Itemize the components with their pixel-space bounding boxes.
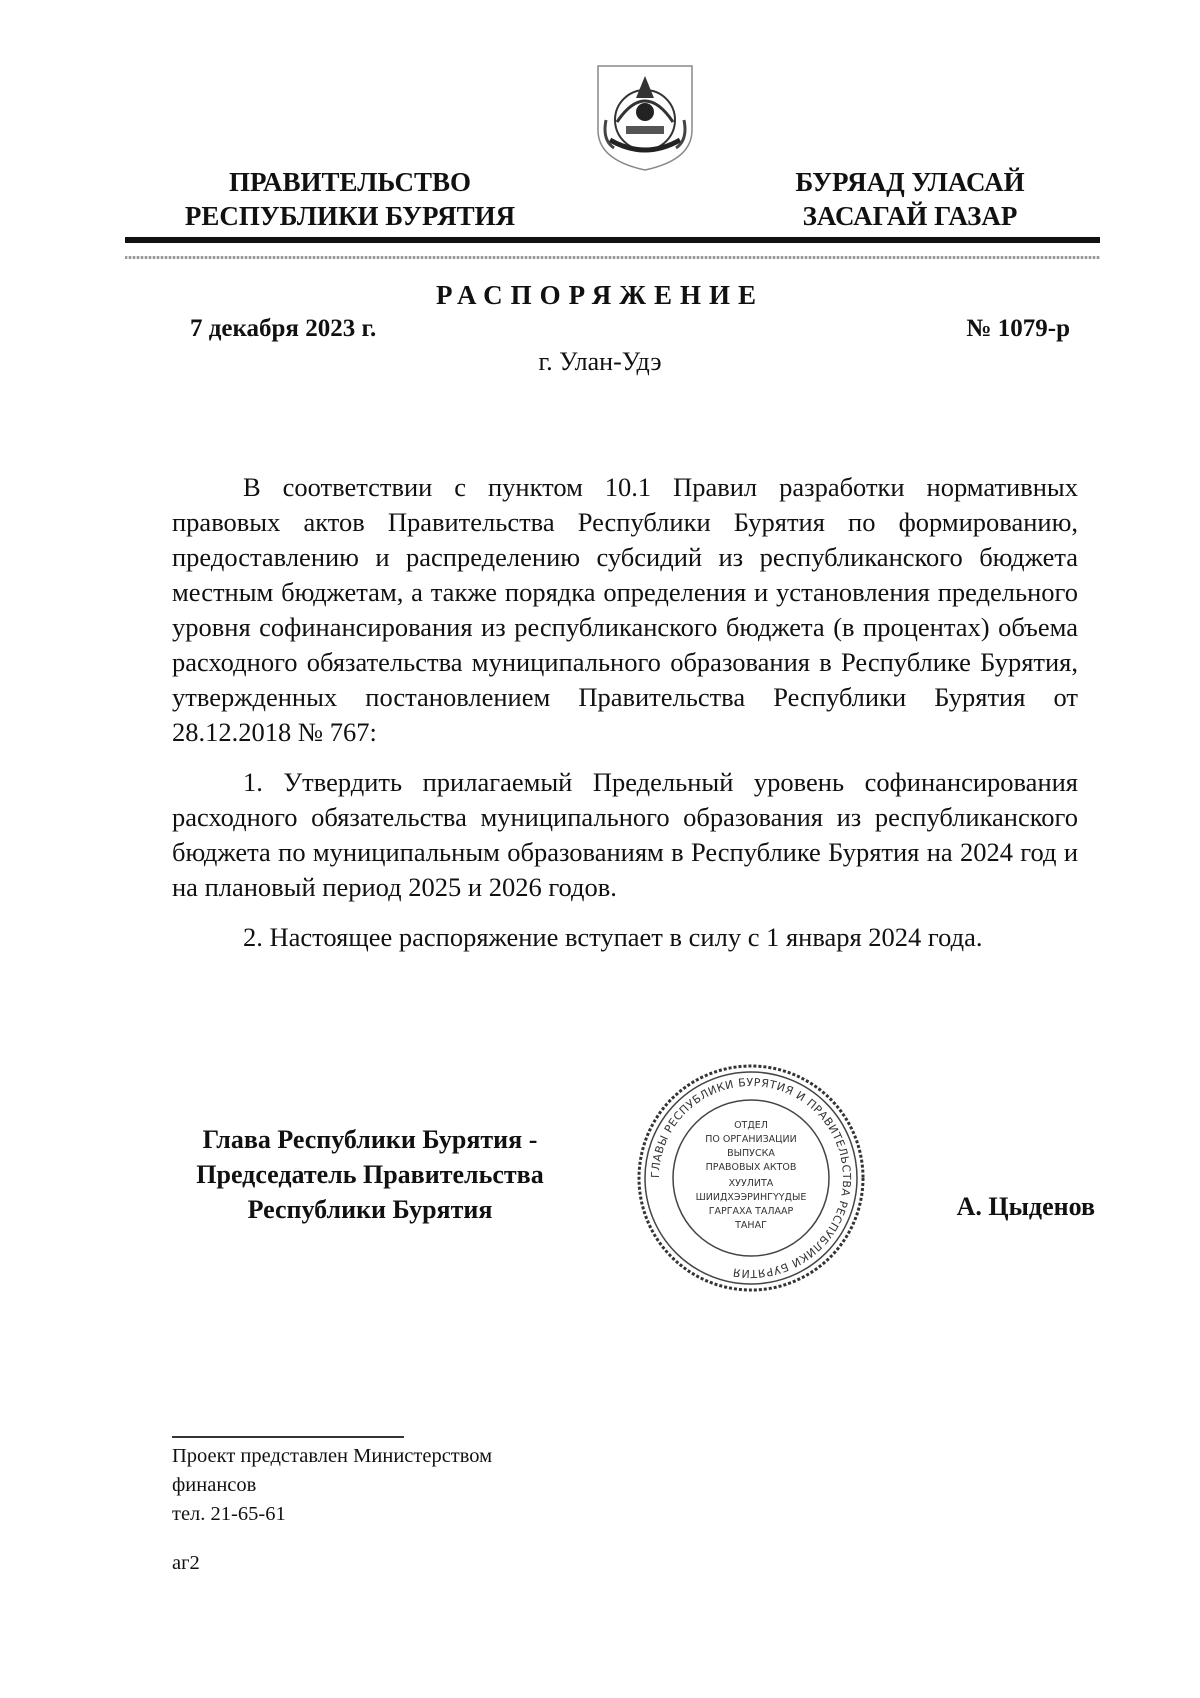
- header-left: [160, 165, 540, 233]
- item-1-paragraph: 1. Утвердить прилагаемый Предельный уровень софинансирования расходного обязательства муниципального образования из республиканского бюджета по муниципальным образованиям в Республике Бурятия на 2024 год и на плановый период 2025 и 2026 годов.: [172, 767, 1078, 902]
- signatory-title-line1: Глава Республики Бурятия -: [202, 1125, 538, 1154]
- stamp-inner-line-8: ТАНАГ: [735, 1220, 767, 1231]
- item-2-paragraph: 2. Настоящее распоряжение вступает в силу с 1 января 2024 года.: [243, 922, 983, 952]
- stamp-inner-line-6: ШИИДХЭЭРИНГҮҮДЫЕ: [695, 1192, 807, 1203]
- footer-line3: тел. 21-65-61: [172, 1503, 286, 1525]
- footer-code: аг2: [172, 1552, 200, 1574]
- stamp-inner-line-1: ОТДЕЛ: [734, 1120, 768, 1131]
- signatory-title-line3: Республики Бурятия: [247, 1195, 493, 1224]
- header-left-line1: ПРАВИТЕЛЬСТВО: [228, 167, 472, 197]
- header-divider-thick: [125, 237, 1100, 243]
- stamp-inner-line-3: ВЫПУСКА: [727, 1148, 775, 1159]
- document-number: № 1079-р: [966, 315, 1070, 342]
- document-date: 7 декабря 2023 г.: [190, 315, 377, 342]
- header-left-line2: РЕСПУБЛИКИ БУРЯТИЯ: [184, 201, 516, 231]
- document-city: г. Улан-Удэ: [538, 347, 662, 376]
- document-type: РАСПОРЯЖЕНИЕ: [435, 280, 765, 310]
- footer-divider: [172, 1436, 404, 1438]
- coat-of-arms-icon: [592, 60, 698, 172]
- stamp-inner-line-7: ГАРГАХА ТАЛААР: [708, 1206, 794, 1217]
- footer-note: [172, 1442, 672, 1529]
- signatory-title-line2: Председатель Правительства: [196, 1160, 544, 1189]
- stamp-inner-line-4: ПРАВОВЫХ АКТОВ: [705, 1162, 797, 1173]
- stamp-inner-line-2: ПО ОРГАНИЗАЦИИ: [705, 1134, 797, 1145]
- footer-line2: финансов: [172, 1474, 257, 1496]
- stamp-inner-line-5: ХУУЛИТА: [728, 1178, 774, 1189]
- signatory-name: А. Цыденов: [956, 1192, 1095, 1221]
- official-stamp: [635, 1062, 867, 1294]
- header-divider-thin: [125, 256, 1100, 259]
- preamble-paragraph: В соответствии с пунктом 10.1 Правил разработки нормативных правовых актов Правительства Республики Бурятия по формированию, предоставлению и распределению субсидий из республиканского бюджета местным бюджетам, а также порядка определения и установления предельного уровня софинансирования из республиканского бюджета (в процентах) объема расходного обязательства муниципального образования в Республике Бурятия, утвержденных постановлением Правительства Республики Бурятия от 28.12.2018 № 767:: [172, 472, 1078, 747]
- footer-line1: Проект представлен Министерством: [172, 1445, 493, 1467]
- header-right: [760, 165, 1060, 233]
- stamp-outer-text: ГЛАВЫ РЕСПУБЛИКИ БУРЯТИЯ И ПРАВИТЕЛЬСТВА РЕСПУБЛИКИ БУРЯТИЯ: [648, 1075, 854, 1281]
- header-right-line2: ЗАСАГАЙ ГАЗАР: [802, 201, 1018, 231]
- signatory-title: [160, 1122, 580, 1227]
- header-right-line1: БУРЯАД УЛАСАЙ: [795, 167, 1025, 197]
